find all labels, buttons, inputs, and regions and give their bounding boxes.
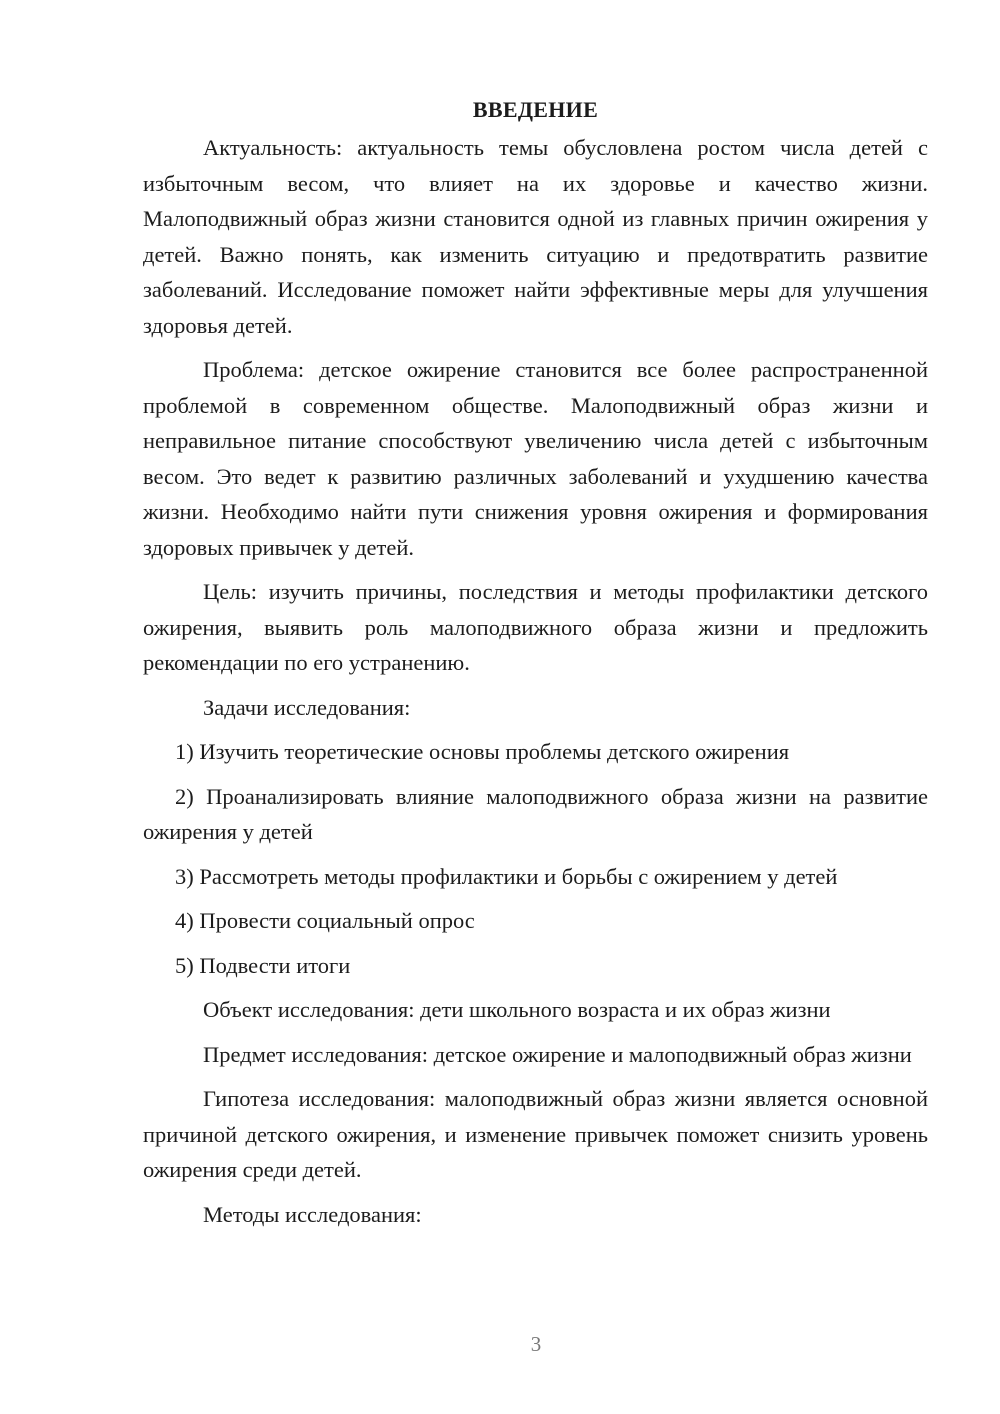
document-page	[143, 92, 928, 1241]
methods-heading: Методы исследования:	[203, 1201, 422, 1227]
research-subject-paragraph: Предмет исследования: детское ожирение и малоподвижный образ жизни	[203, 1041, 912, 1067]
task-item: 5) Подвести итоги	[175, 952, 351, 978]
relevance-paragraph: Актуальность: актуальность темы обусловлена ростом числа детей с избыточным весом, что влияет на их здоровье и качество жизни. Малоподвижный образ жизни становится одной из главных причин ожирения у детей. Важно понять, как изменить ситуацию и предотвратить развитие заболеваний. Исследование поможет найти эффективные меры для улучшения здоровья детей.	[143, 135, 928, 338]
hypothesis-paragraph: Гипотеза исследования: малоподвижный образ жизни является основной причиной детского ожирения, и изменение привычек поможет снизить уровень ожирения среди детей.	[143, 1086, 928, 1182]
goal-paragraph: Цель: изучить причины, последствия и методы профилактики детского ожирения, выявить роль малоподвижного образа жизни и предложить рекомендации по его устранению.	[143, 579, 928, 675]
page-number: 3	[530, 1332, 542, 1356]
tasks-heading: Задачи исследования:	[203, 694, 411, 720]
task-item: 1) Изучить теоретические основы проблемы детского ожирения	[175, 739, 790, 764]
research-object-paragraph: Объект исследования: дети школьного возраста и их образ жизни	[203, 997, 831, 1022]
task-item: 3) Рассмотреть методы профилактики и борьбы с ожирением у детей	[175, 863, 838, 889]
page-title: ВВЕДЕНИЕ	[472, 97, 599, 122]
problem-paragraph: Проблема: детское ожирение становится все более распространенной проблемой в современном обществе. Малоподвижный образ жизни и неправильное питание способствуют увеличению числа детей с избыточным весом. Это ведет к развитию различных заболеваний и ухудшению качества жизни. Необходимо найти пути снижения уровня ожирения и формирования здоровых привычек у детей.	[143, 357, 928, 560]
task-item: 2) Проанализировать влияние малоподвижного образа жизни на развитие ожирения у детей	[143, 783, 928, 844]
task-item: 4) Провести социальный опрос	[175, 908, 475, 933]
